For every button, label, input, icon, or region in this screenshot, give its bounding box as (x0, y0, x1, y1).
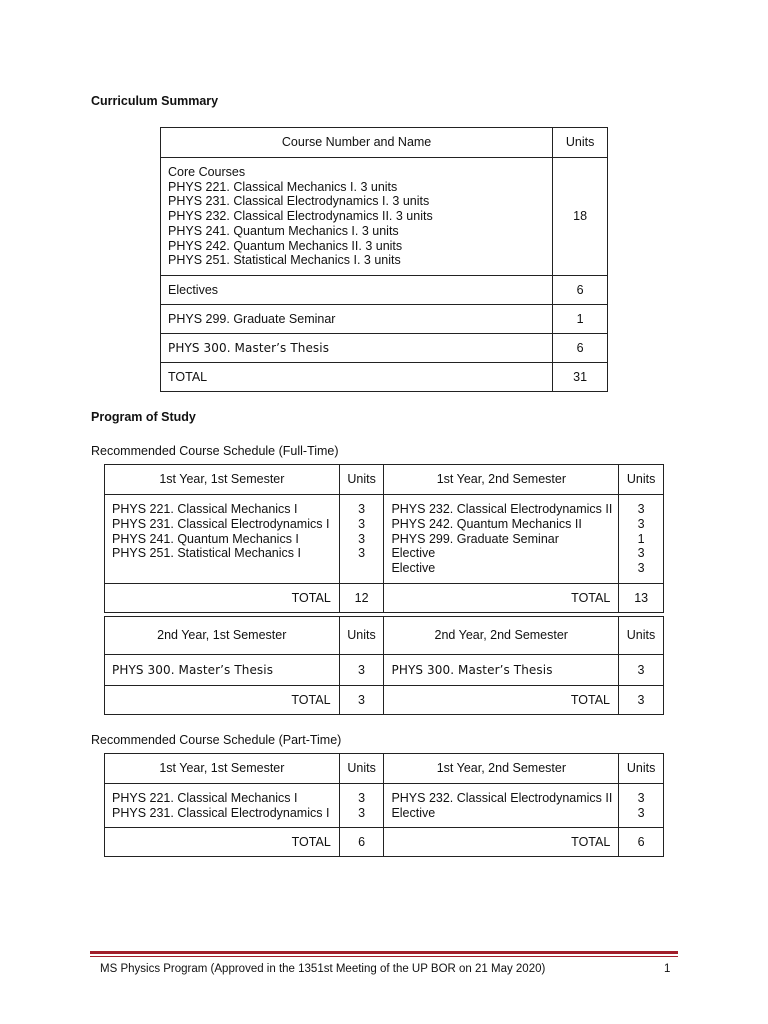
fulltime-year2-table (104, 616, 664, 715)
core-line: PHYS 241. Quantum Mechanics I. 3 units (168, 223, 399, 238)
list-item: PHYS 242. Quantum Mechanics II (391, 516, 582, 531)
units-list (339, 784, 384, 828)
list-item: 3 (637, 546, 645, 561)
semester-title: 2nd Year, 1st Semester (105, 617, 340, 655)
units-header: Units (619, 465, 664, 495)
total-units: 31 (553, 363, 608, 392)
list-item: 3 (358, 791, 366, 805)
core-line: PHYS 231. Classical Electrodynamics I. 3 units (168, 194, 430, 209)
list-item: 3 (358, 502, 366, 516)
curriculum-heading: Curriculum Summary (91, 94, 219, 108)
units-header: Units (619, 617, 664, 655)
table-row (161, 158, 608, 276)
course-name: PHYS 300. Master’s Thesis (105, 655, 340, 686)
units-header: Units (619, 754, 664, 784)
list-item: PHYS 232. Classical Electrodynamics II (391, 791, 613, 805)
total-row (105, 686, 664, 715)
core-units: 18 (553, 158, 608, 276)
semester-title: 2nd Year, 2nd Semester (384, 617, 619, 655)
parttime-caption: Recommended Course Schedule (Part-Time) (91, 733, 342, 747)
total-label: TOTAL (105, 828, 340, 857)
units-header: Units (339, 754, 384, 784)
units-list (619, 495, 664, 584)
table-row (161, 276, 608, 305)
page-number: 1 (664, 963, 671, 975)
footer-rule-thick (90, 951, 678, 954)
semester-title: 1st Year, 1st Semester (105, 465, 340, 495)
total-row (105, 584, 664, 613)
course-units: 3 (619, 655, 664, 686)
total-row (105, 828, 664, 857)
course-name: PHYS 300. Master’s Thesis (384, 655, 619, 686)
course-list (105, 495, 340, 584)
table-header-row (105, 465, 664, 495)
list-item: PHYS 221. Classical Mechanics I (112, 791, 298, 805)
course-list (384, 784, 619, 828)
course-list (105, 784, 340, 828)
core-line: PHYS 242. Quantum Mechanics II. 3 units (168, 238, 403, 253)
table-row (161, 305, 608, 334)
list-item: PHYS 221. Classical Mechanics I (112, 502, 298, 516)
list-item: PHYS 231. Classical Electrodynamics I (112, 516, 330, 531)
units-header: Units (339, 617, 384, 655)
list-item: Elective (391, 546, 436, 561)
units-list (339, 495, 384, 584)
curriculum-table (160, 127, 608, 392)
table-row (105, 495, 664, 584)
total-label: TOTAL (105, 584, 340, 613)
total-units: 3 (339, 686, 384, 715)
total-units: 3 (619, 686, 664, 715)
course-units: 6 (553, 276, 608, 305)
list-item: 3 (358, 516, 366, 531)
list-item: PHYS 241. Quantum Mechanics I (112, 531, 299, 546)
table-row (105, 784, 664, 828)
table-header-row (105, 617, 664, 655)
core-courses-cell (161, 158, 553, 276)
total-units: 6 (339, 828, 384, 857)
course-name: Electives (161, 276, 553, 305)
parttime-year1-table (104, 753, 664, 857)
total-label: TOTAL (384, 686, 619, 715)
total-units: 13 (619, 584, 664, 613)
table-header-row (161, 128, 608, 158)
course-name: PHYS 299. Graduate Seminar (161, 305, 553, 334)
list-item: Elective (391, 561, 436, 576)
list-item: PHYS 251. Statistical Mechanics I (112, 546, 301, 561)
list-item: PHYS 231. Classical Electrodynamics I (112, 805, 330, 820)
course-units: 3 (339, 655, 384, 686)
fulltime-caption: Recommended Course Schedule (Full-Time) (91, 444, 339, 458)
list-item: 3 (637, 502, 645, 516)
list-item: 3 (358, 805, 366, 820)
units-header: Units (339, 465, 384, 495)
course-header: Course Number and Name (161, 128, 553, 158)
units-header: Units (553, 128, 608, 158)
fulltime-year1-table (104, 464, 664, 613)
table-row (161, 334, 608, 363)
table-header-row (105, 754, 664, 784)
units-list (619, 784, 664, 828)
list-item: 3 (358, 531, 366, 546)
course-units: 1 (553, 305, 608, 334)
semester-title: 1st Year, 2nd Semester (384, 754, 619, 784)
program-heading: Program of Study (91, 410, 196, 424)
semester-title: 1st Year, 1st Semester (105, 754, 340, 784)
list-item: Elective (391, 805, 436, 820)
table-row (105, 655, 664, 686)
total-label: TOTAL (384, 584, 619, 613)
core-line: Core Courses (168, 164, 246, 179)
core-line: PHYS 232. Classical Electrodynamics II. 3 units (168, 209, 433, 224)
core-line: PHYS 251. Statistical Mechanics I. 3 units (168, 253, 401, 268)
course-name: PHYS 300. Master’s Thesis (161, 334, 553, 363)
list-item: 3 (637, 516, 645, 531)
total-units: 6 (619, 828, 664, 857)
course-units: 6 (553, 334, 608, 363)
course-list (384, 495, 619, 584)
total-units: 12 (339, 584, 384, 613)
footer-rule-thin (90, 956, 678, 957)
total-label: TOTAL (384, 828, 619, 857)
list-item: 1 (637, 531, 645, 546)
list-item: 3 (637, 805, 645, 820)
core-line: PHYS 221. Classical Mechanics I. 3 units (168, 179, 398, 194)
list-item: 3 (637, 561, 645, 576)
list-item: PHYS 232. Classical Electrodynamics II (391, 502, 613, 516)
total-label: TOTAL (161, 363, 553, 392)
list-item: PHYS 299. Graduate Seminar (391, 531, 559, 546)
semester-title: 1st Year, 2nd Semester (384, 465, 619, 495)
total-label: TOTAL (105, 686, 340, 715)
list-item: 3 (358, 546, 366, 561)
total-row (161, 363, 608, 392)
list-item: 3 (637, 791, 645, 805)
footer-text: MS Physics Program (Approved in the 1351st Meeting of the UP BOR on 21 May 2020) (100, 963, 546, 975)
